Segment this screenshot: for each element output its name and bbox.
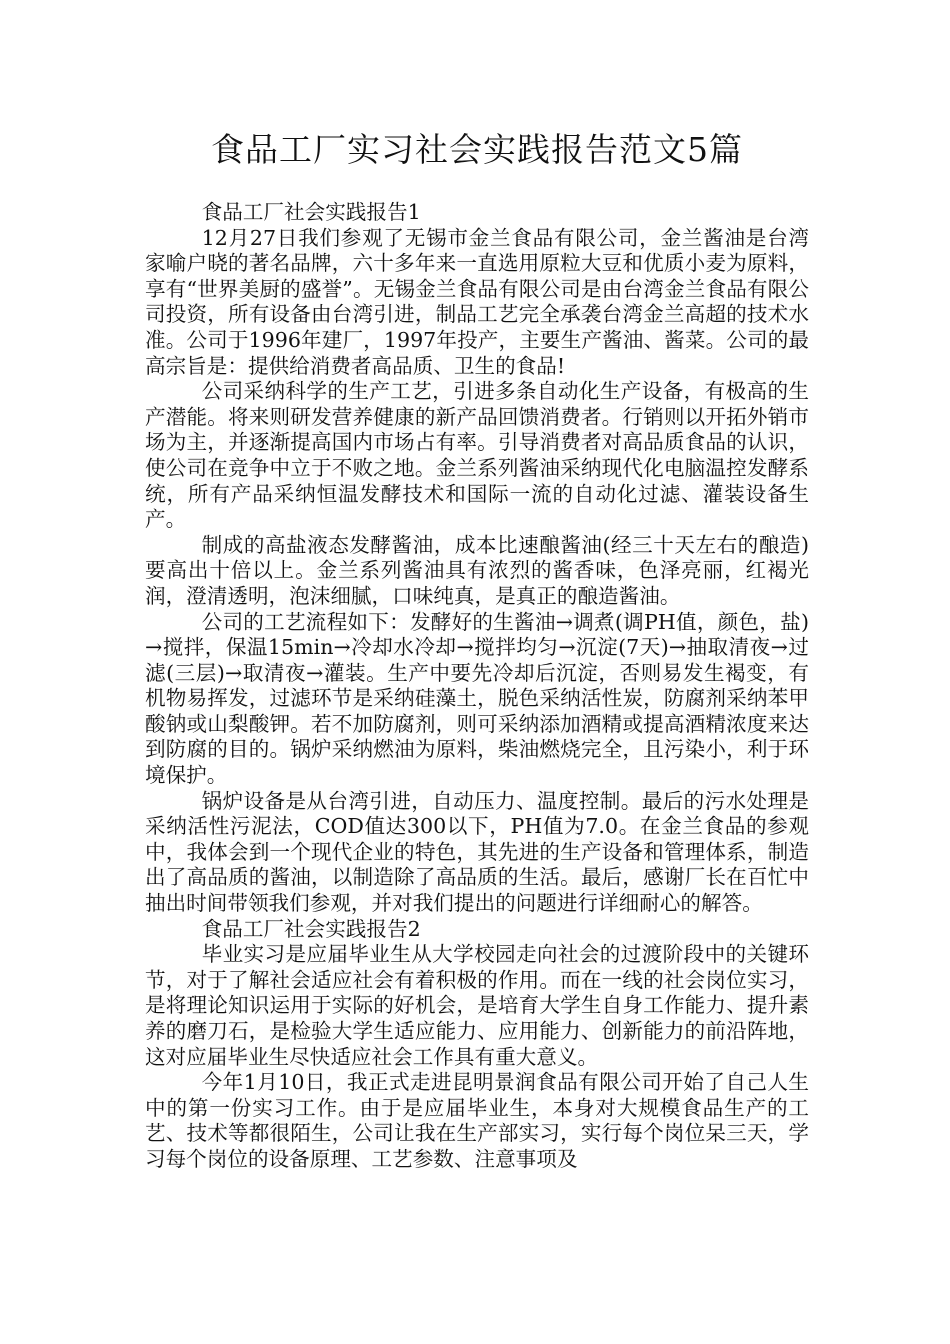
paragraph: 锅炉设备是从台湾引进，自动压力、温度控制。最后的污水处理是采纳活性污泥法，COD值达300以下，PH值为7.0。在金兰食品的参观中，我体会到一个现代企业的特色，其先进的生产设备和管理体系，制造出了高品质的酱油，以制造除了高品质的生活。最后，感谢厂长在百忙中抽出时间带领我们参观，并对我们提出的问题进行详细耐心的解答。 bbox=[145, 788, 809, 916]
paragraph: 公司的工艺流程如下：发酵好的生酱油→调煮(调PH值，颜色，盐)→搅拌，保温15min→冷却水冷却→搅拌均匀→沉淀(7天)→抽取清夜→过滤(三层)→取清夜→灌装。生产中要先冷却后沉淀，否则易发生褐变，有机物易挥发，过滤环节是采纳硅藻土，脱色采纳活性炭，防腐剂采纳苯甲酸钠或山梨酸钾。若不加防腐剂，则可采纳添加酒精或提高酒精浓度来达到防腐的目的。锅炉采纳燃油为原料，柴油燃烧完全，且污染小，利于环境保护。 bbox=[145, 609, 809, 788]
paragraph: 公司采纳科学的生产工艺，引进多条自动化生产设备，有极高的生产潜能。将来则研发营养健康的新产品回馈消费者。行销则以开拓外销市场为主，并逐渐提高国内市场占有率。引导消费者对高品质食品的认识，使公司在竞争中立于不败之地。金兰系列酱油采纳现代化电脑温控发酵系统，所有产品采纳恒温发酵技术和国际一流的自动化过滤、灌装设备生产。 bbox=[145, 379, 809, 532]
paragraph: 制成的高盐液态发酵酱油，成本比速酿酱油(经三十天左右的酿造)要高出十倍以上。金兰系列酱油具有浓烈的酱香味，色泽亮丽，红褐光润，澄清透明，泡沫细腻，口味纯真，是真正的酿造酱油。 bbox=[145, 532, 809, 608]
document-page bbox=[145, 0, 809, 1173]
section-heading-1: 食品工厂社会实践报告1 bbox=[201, 200, 421, 224]
document-body bbox=[145, 200, 809, 1173]
paragraph: 今年1月10日，我正式走进昆明景润食品有限公司开始了自己人生中的第一份实习工作。由于是应届毕业生，本身对大规模食品生产的工艺、技术等都很陌生，公司让我在生产部实习，实行每个岗位呆三天，学习每个岗位的设备原理、工艺参数、注意事项及 bbox=[145, 1070, 809, 1171]
paragraph: 12月27日我们参观了无锡市金兰食品有限公司，金兰酱油是台湾家喻户晓的著名品牌，六十多年来一直选用原粒大豆和优质小麦为原料，享有“世界美厨的盛誉”。无锡金兰食品有限公司是由台湾金兰食品有限公司投资，所有设备由台湾引进，制品工艺完全承袭台湾金兰高超的技术水准。公司于1996年建厂，1997年投产，主要生产酱油、酱菜。公司的最高宗旨是：提供给消费者高品质、卫生的食品! bbox=[145, 225, 809, 378]
section-heading-2: 食品工厂社会实践报告2 bbox=[201, 916, 421, 941]
document-title: 食品工厂实习社会实践报告范文5篇 bbox=[211, 130, 743, 169]
paragraph: 毕业实习是应届毕业生从大学校园走向社会的过渡阶段中的关键环节，对于了解社会适应社会有着积极的作用。而在一线的社会岗位实习，是将理论知识运用于实际的好机会，是培育大学生自身工作能力、提升素养的磨刀石，是检验大学生适应能力、应用能力、创新能力的前沿阵地，这对应届毕业生尽快适应社会工作具有重大意义。 bbox=[145, 942, 809, 1069]
